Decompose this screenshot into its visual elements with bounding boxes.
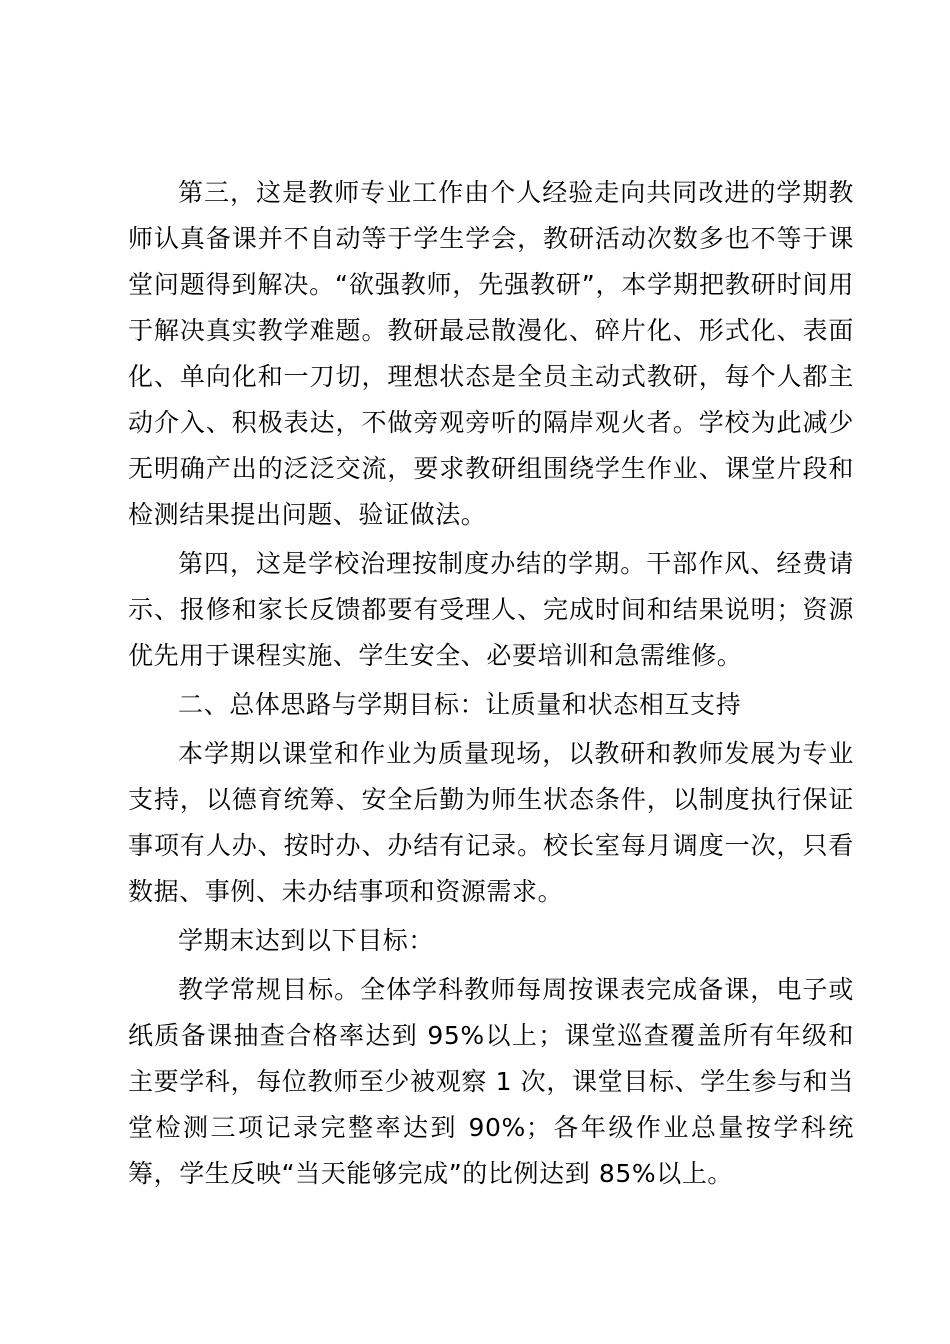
document-body — [128, 170, 854, 1200]
paragraph-teaching-goals: 教学常规目标。全体学科教师每周按课表完成备课，电子或纸质备课抽查合格率达到 95%以上；课堂巡查覆盖所有年级和主要学科，每位教师至少被观察 1 次，课堂目标、学生参与和当堂检测三项记录完整率达到 90%；各年级作业总量按学科统筹，学生反映“当天能够完成”的比例达到 85%以上。 — [128, 975, 854, 1188]
section-heading: 二、总体思路与学期目标：让质量和状态相互支持 — [178, 690, 742, 719]
paragraph-goals-intro: 学期末达到以下目标： — [178, 926, 435, 955]
paragraph-third-point: 第三，这是教师专业工作由个人经验走向共同改进的学期教师认真备课并不自动等于学生学会，教研活动次数多也不等于课堂问题得到解决。“欲强教师，先强教研”，本学期把教研时间用于解决真实教学难题。教研最忌散漫化、碎片化、形式化、表面化、单向化和一刀切，理想状态是全员主动式教研，每个人都主动介入、积极表达，不做旁观旁听的隔岸观火者。学校为此减少无明确产出的泛泛交流，要求教研组围绕学生作业、课堂片段和检测结果提出问题、验证做法。 — [128, 178, 854, 529]
paragraph-fourth-point: 第四，这是学校治理按制度办结的学期。干部作风、经费请示、报修和家长反馈都要有受理人、完成时间和结果说明；资源优先用于课程实施、学生安全、必要培训和急需维修。 — [128, 549, 854, 670]
paragraph-overall-approach: 本学期以课堂和作业为质量现场，以教研和教师发展为专业支持，以德育统筹、安全后勤为师生状态条件，以制度执行保证事项有人办、按时办、办结有记录。校长室每月调度一次，只看数据、事例、未办结事项和资源需求。 — [128, 739, 854, 906]
